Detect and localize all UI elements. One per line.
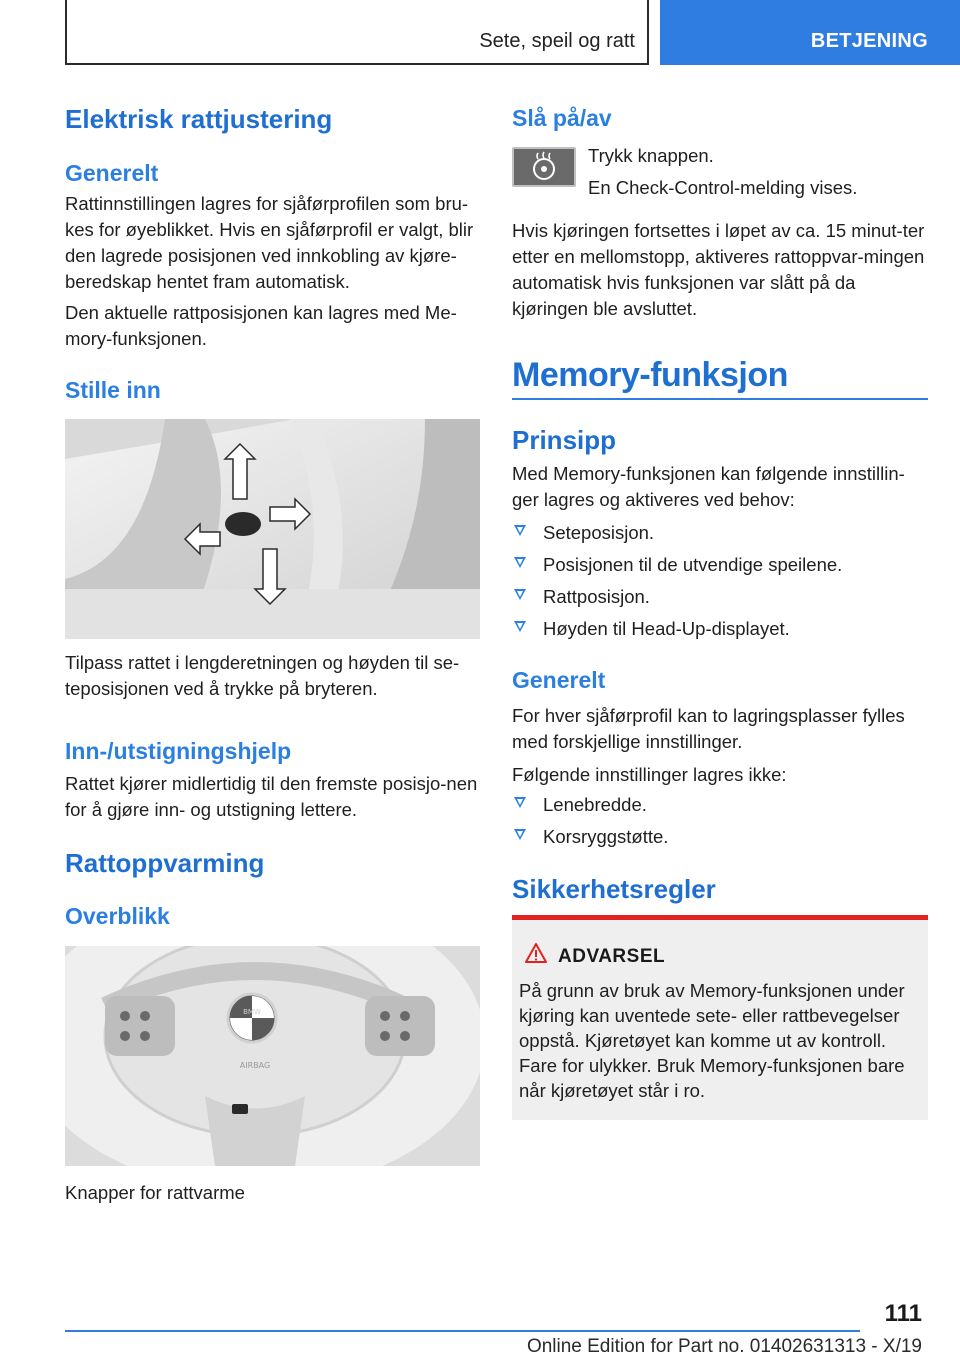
heading-rattoppvarming: Rattoppvarming (65, 848, 265, 878)
bullet-triangle-icon (514, 797, 526, 808)
paragraph-generelt-1: Rattinnstillingen lagres for sjåførprofilen som bru-kes for øyeblikket. Hvis en sjåførprofil er valgt, blir den lagrede posisjonen ved innkobling av kjøre-beredskap hentet fram automatisk. (65, 193, 474, 292)
heading-generelt-left: Generelt (65, 160, 159, 186)
paragraph-inn-utstigningshjelp: Rattet kjører midlertidig til den fremste posisjo-nen for å gjøre inn- og utstigning lettere. (65, 773, 478, 820)
paragraph-folgende: Følgende innstillinger lagres ikke: (512, 764, 787, 785)
heading-elektrisk-rattjustering: Elektrisk rattjustering (65, 104, 333, 134)
paragraph-prinsipp: Med Memory-funksjonen kan følgende innstillin-ger lagres og aktiveres ved behov: (512, 463, 905, 510)
memory-heading-rule (512, 398, 928, 400)
heading-memory-funksjon: Memory-funksjon (512, 356, 788, 394)
header-chapter-label: BETJENING (810, 30, 928, 52)
header-section-title: Sete, speil og ratt (479, 30, 635, 52)
steering-heat-button-icon (512, 147, 576, 187)
bullet-triangle-icon (514, 589, 526, 600)
warning-box (512, 915, 928, 1120)
heated-wheel-button (232, 1104, 248, 1114)
warning-title: ADVARSEL (558, 946, 666, 967)
paragraph-check-control: En Check-Control-melding vises. (588, 177, 858, 198)
paragraph-generelt-2: Den aktuelle rattposisjonen kan lagres med Me-mory-funksjonen. (65, 302, 457, 349)
airbag-label: AIRBAG (239, 1061, 271, 1070)
bullet-triangle-icon (514, 525, 526, 536)
steering-adjust-illustration (65, 419, 480, 639)
footer-edition: Online Edition for Part no. 01402631313 - X/19 (526, 1336, 922, 1357)
heading-inn-utstigningshjelp: Inn-/utstigningshjelp (65, 738, 292, 764)
bullet-triangle-icon (514, 557, 526, 568)
warning-body: På grunn av bruk av Memory-funksjonen under kjøring kan uventede sete- eller rattbevegelser oppstå. Kjøretøyet kan komme ut av kontroll. Fare for ulykker. Bruk Memory-funksjonen bare når kjøretøyet står i ro. (519, 980, 905, 1101)
heading-prinsipp: Prinsipp (512, 425, 617, 455)
heading-sla-pa-av: Slå på/av (512, 105, 612, 131)
heading-generelt-right: Generelt (512, 667, 606, 693)
header-section-box (65, 0, 649, 65)
page-number: 111 (884, 1300, 922, 1327)
header-chapter-tab[interactable] (660, 0, 960, 65)
footer-rule (65, 1330, 860, 1332)
caption-knapper: Knapper for rattvarme (65, 1182, 245, 1203)
paragraph-trykk-knappen: Trykk knappen. (588, 145, 714, 166)
heading-stille-inn: Stille inn (65, 377, 161, 403)
heading-sikkerhetsregler: Sikkerhetsregler (512, 874, 716, 904)
heading-overblikk: Overblikk (65, 903, 170, 929)
steering-wheel-image (65, 946, 480, 1166)
steering-wheel-illustration (65, 946, 480, 1166)
caption-adjust: Tilpass rattet i lengderetningen og høyden til se-teposisjonen ved å trykke på bryteren. (65, 652, 460, 699)
paragraph-hvis-kjoringen: Hvis kjøringen fortsettes i løpet av ca. 15 minut-ter etter en mellomstopp, aktiveres rattoppvar-mingen automatisk hvis funksjonen var slått på da kjøringen ble avsluttet. (512, 220, 925, 319)
warning-triangle-icon (524, 942, 548, 969)
bullet-triangle-icon (514, 829, 526, 840)
bullet-triangle-icon (514, 621, 526, 632)
bmw-logo-letters: BMW (243, 1008, 261, 1016)
paragraph-generelt-right: For hver sjåførprofil kan to lagringsplasser fylles med forskjellige innstillinger. (512, 705, 905, 752)
steering-adjust-image (65, 419, 480, 639)
